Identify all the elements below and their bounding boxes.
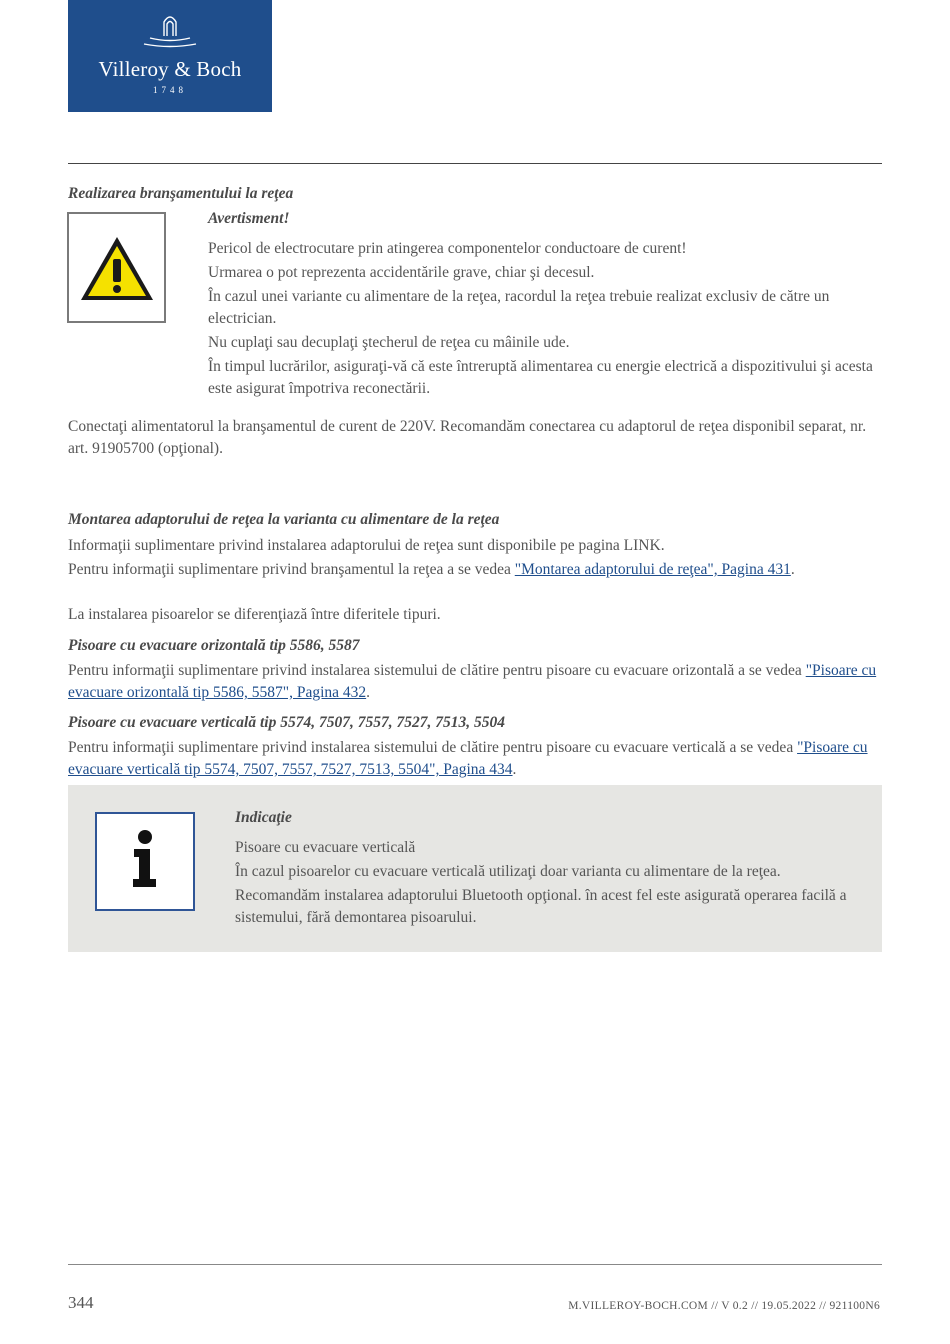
reference-text: Pentru informaţii suplimentare privind instalarea sistemului de clătire pentru pisoare cu evacuare orizontală a se vedea [68,662,806,679]
link-vertical-page-434[interactable]: "Pisoare cu evacuare verticală tip 5574, 7507, 7557, 7527, 7513, 5504", Pagina 434 [68,739,868,778]
info-icon [129,829,161,891]
vertical-outlet-paragraph [68,737,882,781]
link-horizontal-page-432[interactable]: "Pisoare cu evacuare orizontală tip 5586, 5587", Pagina 432 [68,662,877,701]
info-icon-frame [95,812,195,911]
header-divider [68,163,882,164]
punctuation: . [790,561,795,578]
note-title: Indicaţie [235,809,292,826]
warning-block [208,208,882,402]
punctuation: . [366,684,371,701]
note-line: Recomandăm instalarea adaptorului Bluetooth opţional. în acest fel este asigurată operarea facilă a sistemului, fără demontarea pisoarului. [235,887,847,926]
subheading-horizontal-outlet: Pisoare cu evacuare orizontală tip 5586, 5587 [68,637,360,654]
note-line: În cazul pisoarelor cu evacuare verticală utilizaţi doar varianta cu alimentare de la reţea. [235,863,781,880]
connection-paragraph: Conectaţi alimentatorul la branşamentul de curent de 220V. Recomandăm conectarea cu adaptorul de reţea disponibil separat, nr. art. 91905700 (opţional). [68,418,867,457]
note-box [68,785,882,952]
reference-text: Pentru informaţii suplimentare privind branşamentul la reţea a se vedea [68,561,515,578]
footer-divider [68,1264,882,1265]
note-content [235,807,865,931]
adapter-reference-paragraph [68,559,808,581]
urinal-types-line: La instalarea pisoarelor se diferenţiază între diferitele tipuri. [68,606,441,623]
warning-triangle-icon [78,234,156,304]
reference-text: Pentru informaţii suplimentare privind instalarea sistemului de clătire pentru pisoare cu evacuare verticală a se vedea [68,739,798,756]
fountain-emblem-icon [68,0,272,60]
warning-line: Pericol de electrocutare prin atingerea componentelor conductoare de curent! [208,240,687,257]
logo-wordmark: Villeroy & Boch [98,57,242,81]
warning-icon-frame [67,212,166,323]
warning-line: Nu cuplaţi sau decuplaţi ştecherul de reţea cu mâinile ude. [208,334,570,351]
warning-line: Urmarea o pot reprezenta accidentările grave, chiar şi decesul. [208,264,595,281]
section-title-adapter-mounting: Montarea adaptorului de reţea la varianta cu alimentare de la reţea [68,511,500,528]
brand-logo [68,0,272,112]
page-number: 344 [68,1293,94,1312]
logo-year: 1748 [153,85,187,95]
punctuation: . [512,761,517,778]
adapter-info-line: Informaţii suplimentare privind instalarea adaptorului de reţea sunt disponibile pe pagina LINK. [68,537,665,554]
note-line: Pisoare cu evacuare verticală [235,839,416,856]
link-adapter-page-431[interactable]: "Montarea adaptorului de reţea", Pagina 431 [514,561,791,578]
horizontal-outlet-paragraph [68,660,882,704]
subheading-vertical-outlet: Pisoare cu evacuare verticală tip 5574, 7507, 7557, 7527, 7513, 5504 [68,714,505,731]
warning-line: În timpul lucrărilor, asiguraţi-vă că este întreruptă alimentarea cu energie electrică a dispozitivului şi acesta este asigurat împotriva reconectării. [208,358,873,397]
warning-title: Avertisment! [208,210,290,227]
warning-line: În cazul unei variante cu alimentare de la reţea, racordul la reţea trebuie realizat exclusiv de către un electrician. [208,288,830,327]
footer-meta: M.VILLEROY-BOCH.COM // V 0.2 // 19.05.2022 // 921100N6 [568,1300,880,1312]
section-title-network-connection: Realizarea branşamentului la reţea [68,185,294,202]
